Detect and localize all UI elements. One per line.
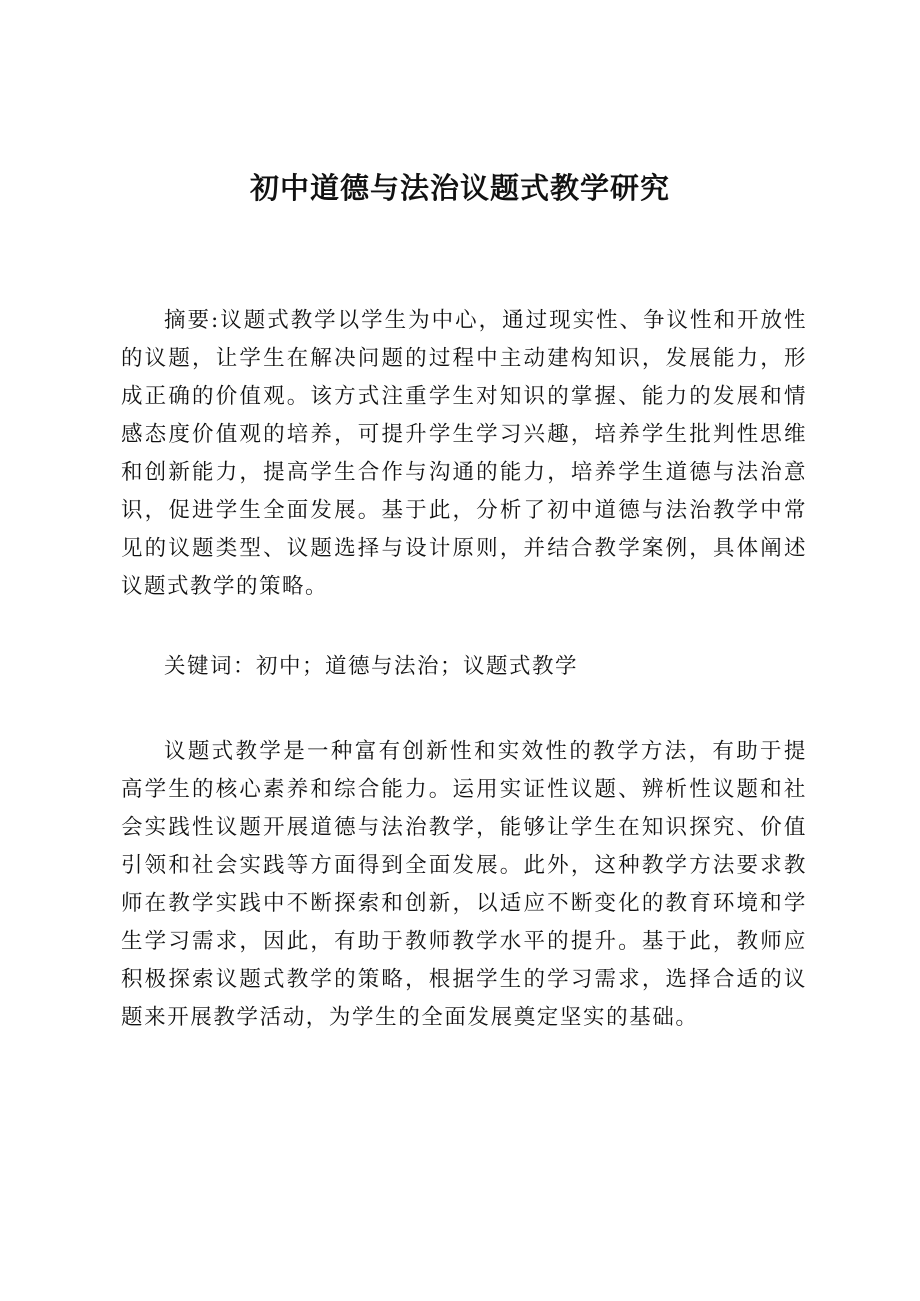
keywords-text: 初中；道德与法治；议题式教学	[256, 654, 579, 679]
keywords-paragraph	[121, 648, 807, 686]
document-title: 初中道德与法治议题式教学研究	[249, 171, 670, 205]
body-paragraph-1: 议题式教学是一种富有创新性和实效性的教学方法，有助于提高学生的核心素养和综合能力。运用实证性议题、辨析性议题和社会实践性议题开展道德与法治教学，能够让学生在知识探究、价值引领和社会实践等方面得到全面发展。此外，这种教学方法要求教师在教学实践中不断探索和创新，以适应不断变化的教育环境和学生学习需求，因此，有助于教师教学水平的提升。基于此，教师应积极探索议题式教学的策略，根据学生的学习需求，选择合适的议题来开展教学活动，为学生的全面发展奠定坚实的基础。	[121, 739, 807, 1030]
abstract-text: 议题式教学以学生为中心，通过现实性、争议性和开放性的议题，让学生在解决问题的过程中主动建构知识，发展能力，形成正确的价值观。该方式注重学生对知识的掌握、能力的发展和情感态度价值观的培养，可提升学生学习兴趣，培养学生批判性思维和创新能力，提高学生合作与沟通的能力，培养学生道德与法治意识，促进学生全面发展。基于此，分析了初中道德与法治教学中常见的议题类型、议题选择与设计原则，并结合教学案例，具体阐述议题式教学的策略。	[121, 308, 807, 599]
keywords-label: 关键词：	[164, 654, 257, 679]
abstract-label: 摘要:	[164, 308, 220, 333]
abstract-paragraph	[121, 302, 807, 606]
